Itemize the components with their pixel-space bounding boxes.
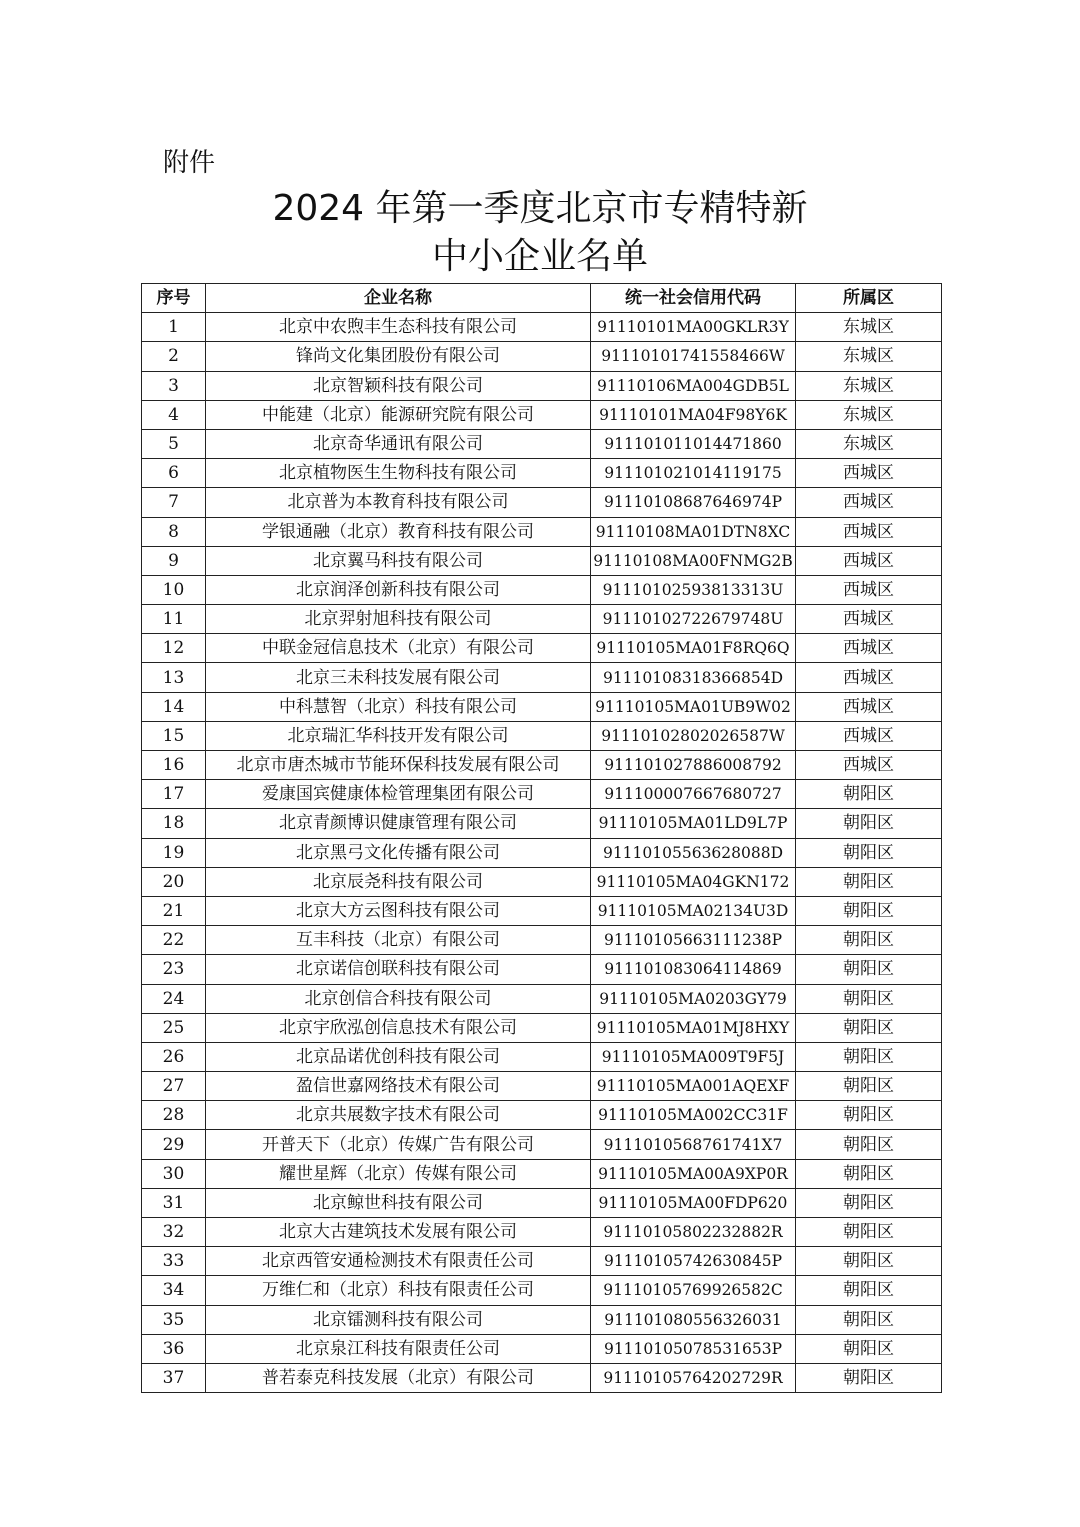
cell-district: 朝阳区 (796, 1305, 942, 1334)
cell-district: 朝阳区 (796, 780, 942, 809)
cell-credit-code: 91110105MA02134U3D (591, 896, 796, 925)
cell-serial: 32 (142, 1218, 206, 1247)
table-row (142, 459, 942, 488)
cell-credit-code: 91110105MA001AQEXF (591, 1072, 796, 1101)
cell-company-name: 北京智颖科技有限公司 (206, 371, 591, 400)
table-row (142, 1276, 942, 1305)
cell-serial: 22 (142, 926, 206, 955)
table-row (142, 692, 942, 721)
cell-district: 朝阳区 (796, 838, 942, 867)
cell-company-name: 北京市唐杰城市节能环保科技发展有限公司 (206, 751, 591, 780)
cell-company-name: 北京翼马科技有限公司 (206, 546, 591, 575)
table-row (142, 1072, 942, 1101)
cell-serial: 6 (142, 459, 206, 488)
table-row (142, 1130, 942, 1159)
cell-district: 朝阳区 (796, 1188, 942, 1217)
cell-serial: 20 (142, 867, 206, 896)
table-header-row (142, 284, 942, 313)
cell-credit-code: 91110105764202729R (591, 1363, 796, 1392)
cell-company-name: 北京植物医生生物科技有限公司 (206, 459, 591, 488)
table-row (142, 1042, 942, 1071)
cell-serial: 37 (142, 1363, 206, 1392)
cell-serial: 35 (142, 1305, 206, 1334)
enterprise-list-table (141, 283, 942, 1393)
table-row (142, 488, 942, 517)
cell-credit-code: 91110108MA00FNMG2B (591, 546, 796, 575)
header-district: 所属区 (796, 284, 942, 313)
cell-district: 朝阳区 (796, 955, 942, 984)
cell-serial: 8 (142, 517, 206, 546)
cell-credit-code: 91110102593813313U (591, 575, 796, 604)
table-row (142, 1013, 942, 1042)
cell-district: 西城区 (796, 605, 942, 634)
cell-credit-code: 911101011014471860 (591, 429, 796, 458)
cell-credit-code: 91110105MA01F8RQ6Q (591, 634, 796, 663)
cell-serial: 7 (142, 488, 206, 517)
cell-district: 朝阳区 (796, 1276, 942, 1305)
cell-district: 西城区 (796, 721, 942, 750)
cell-serial: 17 (142, 780, 206, 809)
cell-credit-code: 911100007667680727 (591, 780, 796, 809)
cell-serial: 9 (142, 546, 206, 575)
table-row (142, 313, 942, 342)
attachment-label: 附件 (163, 148, 216, 178)
table-row (142, 1334, 942, 1363)
table-row (142, 634, 942, 663)
cell-company-name: 北京奇华通讯有限公司 (206, 429, 591, 458)
cell-credit-code: 91110105663111238P (591, 926, 796, 955)
table-row (142, 663, 942, 692)
table-row (142, 1159, 942, 1188)
cell-district: 西城区 (796, 459, 942, 488)
cell-company-name: 北京创信合科技有限公司 (206, 984, 591, 1013)
cell-district: 朝阳区 (796, 1042, 942, 1071)
cell-serial: 30 (142, 1159, 206, 1188)
cell-credit-code: 91110105MA01UB9W02 (591, 692, 796, 721)
cell-credit-code: 911101027886008792 (591, 751, 796, 780)
cell-district: 朝阳区 (796, 926, 942, 955)
cell-serial: 24 (142, 984, 206, 1013)
cell-district: 朝阳区 (796, 809, 942, 838)
cell-credit-code: 91110105078531653P (591, 1334, 796, 1363)
cell-district: 朝阳区 (796, 896, 942, 925)
cell-credit-code: 91110101MA00GKLR3Y (591, 313, 796, 342)
cell-company-name: 北京泉江科技有限责任公司 (206, 1334, 591, 1363)
cell-district: 朝阳区 (796, 1101, 942, 1130)
cell-serial: 1 (142, 313, 206, 342)
cell-serial: 36 (142, 1334, 206, 1363)
cell-district: 西城区 (796, 751, 942, 780)
cell-company-name: 北京青颜博识健康管理有限公司 (206, 809, 591, 838)
cell-serial: 12 (142, 634, 206, 663)
table-row (142, 1247, 942, 1276)
cell-district: 西城区 (796, 517, 942, 546)
cell-district: 东城区 (796, 342, 942, 371)
cell-company-name: 中联金冠信息技术（北京）有限公司 (206, 634, 591, 663)
cell-credit-code: 91110105MA00FDP620 (591, 1188, 796, 1217)
cell-district: 东城区 (796, 400, 942, 429)
cell-credit-code: 91110105563628088D (591, 838, 796, 867)
cell-company-name: 北京镭测科技有限公司 (206, 1305, 591, 1334)
cell-company-name: 耀世星辉（北京）传媒有限公司 (206, 1159, 591, 1188)
cell-credit-code: 91110108318366854D (591, 663, 796, 692)
document-title-line2: 中小企业名单 (431, 236, 648, 277)
table-row (142, 371, 942, 400)
cell-company-name: 北京鲸世科技有限公司 (206, 1188, 591, 1217)
table-row (142, 896, 942, 925)
cell-credit-code: 91110105MA009T9F5J (591, 1042, 796, 1071)
cell-district: 朝阳区 (796, 1072, 942, 1101)
cell-serial: 19 (142, 838, 206, 867)
document-title-line1: 2024 年第一季度北京市专精特新 (272, 188, 808, 229)
cell-credit-code: 91110105MA0203GY79 (591, 984, 796, 1013)
cell-serial: 31 (142, 1188, 206, 1217)
cell-serial: 21 (142, 896, 206, 925)
cell-credit-code: 91110105769926582C (591, 1276, 796, 1305)
cell-company-name: 中能建（北京）能源研究院有限公司 (206, 400, 591, 429)
cell-district: 西城区 (796, 634, 942, 663)
cell-credit-code: 91110105MA002CC31F (591, 1101, 796, 1130)
cell-credit-code: 91110105742630845P (591, 1247, 796, 1276)
cell-district: 西城区 (796, 546, 942, 575)
cell-credit-code: 91110101MA04F98Y6K (591, 400, 796, 429)
cell-company-name: 北京大古建筑技术发展有限公司 (206, 1218, 591, 1247)
cell-district: 朝阳区 (796, 1013, 942, 1042)
cell-credit-code: 91110102802026587W (591, 721, 796, 750)
cell-company-name: 北京品诺优创科技有限公司 (206, 1042, 591, 1071)
cell-serial: 28 (142, 1101, 206, 1130)
cell-credit-code: 91110101741558466W (591, 342, 796, 371)
header-company-name: 企业名称 (206, 284, 591, 313)
table-row (142, 1305, 942, 1334)
table-row (142, 1188, 942, 1217)
table-row (142, 1101, 942, 1130)
cell-district: 东城区 (796, 313, 942, 342)
cell-district: 朝阳区 (796, 1247, 942, 1276)
table-row (142, 721, 942, 750)
cell-serial: 27 (142, 1072, 206, 1101)
table-row (142, 342, 942, 371)
cell-company-name: 万维仁和（北京）科技有限责任公司 (206, 1276, 591, 1305)
cell-company-name: 北京润泽创新科技有限公司 (206, 575, 591, 604)
cell-district: 朝阳区 (796, 1159, 942, 1188)
cell-serial: 34 (142, 1276, 206, 1305)
header-serial: 序号 (142, 284, 206, 313)
cell-company-name: 北京西管安通检测技术有限责任公司 (206, 1247, 591, 1276)
cell-serial: 10 (142, 575, 206, 604)
table-row (142, 838, 942, 867)
cell-district: 西城区 (796, 488, 942, 517)
cell-serial: 2 (142, 342, 206, 371)
cell-company-name: 北京黑弓文化传播有限公司 (206, 838, 591, 867)
cell-district: 东城区 (796, 429, 942, 458)
cell-credit-code: 9111010568761741X7 (591, 1130, 796, 1159)
cell-district: 朝阳区 (796, 1334, 942, 1363)
cell-company-name: 中科慧智（北京）科技有限公司 (206, 692, 591, 721)
cell-company-name: 北京共展数字技术有限公司 (206, 1101, 591, 1130)
cell-serial: 26 (142, 1042, 206, 1071)
table-row (142, 429, 942, 458)
cell-credit-code: 91110105MA04GKN172 (591, 867, 796, 896)
cell-credit-code: 911101080556326031 (591, 1305, 796, 1334)
cell-serial: 23 (142, 955, 206, 984)
cell-district: 朝阳区 (796, 1363, 942, 1392)
cell-serial: 29 (142, 1130, 206, 1159)
cell-credit-code: 91110105MA00A9XP0R (591, 1159, 796, 1188)
cell-company-name: 北京大方云图科技有限公司 (206, 896, 591, 925)
cell-company-name: 北京中农煦丰生态科技有限公司 (206, 313, 591, 342)
table-row (142, 575, 942, 604)
cell-credit-code: 91110108687646974P (591, 488, 796, 517)
cell-serial: 13 (142, 663, 206, 692)
cell-company-name: 北京普为本教育科技有限公司 (206, 488, 591, 517)
table-row (142, 517, 942, 546)
cell-company-name: 互丰科技（北京）有限公司 (206, 926, 591, 955)
cell-serial: 5 (142, 429, 206, 458)
cell-district: 西城区 (796, 692, 942, 721)
table-row (142, 955, 942, 984)
cell-company-name: 普若泰克科技发展（北京）有限公司 (206, 1363, 591, 1392)
cell-serial: 16 (142, 751, 206, 780)
cell-credit-code: 91110105MA01MJ8HXY (591, 1013, 796, 1042)
header-credit-code: 统一社会信用代码 (591, 284, 796, 313)
cell-company-name: 北京辰尧科技有限公司 (206, 867, 591, 896)
cell-district: 朝阳区 (796, 1218, 942, 1247)
cell-credit-code: 911101083064114869 (591, 955, 796, 984)
cell-district: 东城区 (796, 371, 942, 400)
cell-credit-code: 91110102722679748U (591, 605, 796, 634)
table-row (142, 605, 942, 634)
cell-company-name: 盈信世嘉网络技术有限公司 (206, 1072, 591, 1101)
cell-credit-code: 91110106MA004GDB5L (591, 371, 796, 400)
cell-company-name: 北京诺信创联科技有限公司 (206, 955, 591, 984)
cell-company-name: 锋尚文化集团股份有限公司 (206, 342, 591, 371)
table-row (142, 780, 942, 809)
table-row (142, 1218, 942, 1247)
cell-credit-code: 911101021014119175 (591, 459, 796, 488)
table-row (142, 546, 942, 575)
cell-serial: 4 (142, 400, 206, 429)
table-row (142, 809, 942, 838)
cell-credit-code: 91110108MA01DTN8XC (591, 517, 796, 546)
cell-serial: 25 (142, 1013, 206, 1042)
cell-credit-code: 91110105MA01LD9L7P (591, 809, 796, 838)
table-row (142, 1363, 942, 1392)
table-row (142, 984, 942, 1013)
cell-company-name: 开普天下（北京）传媒广告有限公司 (206, 1130, 591, 1159)
cell-company-name: 北京羿射旭科技有限公司 (206, 605, 591, 634)
table-row (142, 400, 942, 429)
cell-company-name: 北京三未科技发展有限公司 (206, 663, 591, 692)
cell-district: 朝阳区 (796, 1130, 942, 1159)
cell-serial: 33 (142, 1247, 206, 1276)
cell-serial: 11 (142, 605, 206, 634)
table-row (142, 751, 942, 780)
cell-district: 西城区 (796, 575, 942, 604)
cell-company-name: 北京瑞汇华科技开发有限公司 (206, 721, 591, 750)
cell-serial: 3 (142, 371, 206, 400)
cell-company-name: 北京宇欣泓创信息技术有限公司 (206, 1013, 591, 1042)
cell-serial: 15 (142, 721, 206, 750)
table-body (142, 313, 942, 1393)
cell-credit-code: 91110105802232882R (591, 1218, 796, 1247)
cell-district: 西城区 (796, 663, 942, 692)
table-row (142, 926, 942, 955)
cell-company-name: 爱康国宾健康体检管理集团有限公司 (206, 780, 591, 809)
cell-company-name: 学银通融（北京）教育科技有限公司 (206, 517, 591, 546)
cell-serial: 18 (142, 809, 206, 838)
cell-district: 朝阳区 (796, 867, 942, 896)
cell-district: 朝阳区 (796, 984, 942, 1013)
table-row (142, 867, 942, 896)
cell-serial: 14 (142, 692, 206, 721)
